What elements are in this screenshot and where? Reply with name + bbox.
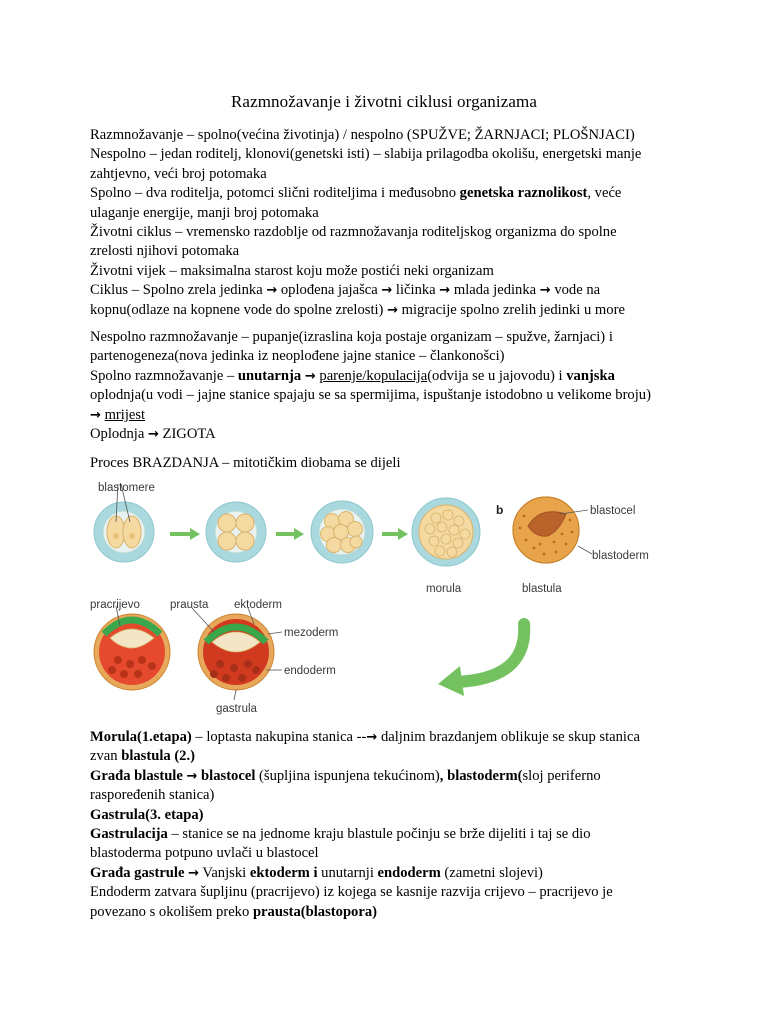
arrow-icon: → [539,283,551,299]
text-line: Razmnožavanje – spolno(većina životinja) / nespolno (SPUŽVE; ŽARNJACI; PLOŠNJACI) [90,127,635,143]
label-blastula: blastula [522,583,562,595]
intro-paragraph [90,126,690,320]
arrow-head-icon [294,528,304,540]
text-line: Gastrulacija – stanice se na jednome kraju blastule počinju se brže dijeliti i taj se dio [90,826,591,843]
text-line: Nespolno razmnožavanje – pupanje(izraslina koja postaje organizam – spužve, žarnjaci) i [90,329,613,345]
text-line: Gastrula(3. etapa) [90,806,204,823]
four-cell-stage [206,502,266,562]
text-line: Ciklus – Spolno zrela jedinka → oplođena jajašca → ličinka → mlada jedinka → vode na [90,282,601,299]
reproduction-paragraph [90,328,690,444]
page-title: Razmnožavanje i životni ciklusi organizama [230,92,537,111]
text-line: Oplodnja → ZIGOTA [90,426,216,443]
text-line: Građa gastrule → Vanjski ektoderm i unutarnji endoderm (zametni slojevi) [90,864,543,881]
text-line: Spolno – dva roditelja, potomci slični roditeljima i međusobno genetska raznolikost, veće [90,185,622,202]
text-line: → mrijest [90,406,146,423]
arrow-icon: → [387,302,398,318]
text-line: povezano s okolišem preko prausta(blastopora) [90,903,377,920]
text-line: kopnu(odlaze na kopnene vode do spolne zrelosti) → migracije spolno zrelih jedinki u more [90,301,625,318]
label-ektoderm: ektoderm [234,599,282,611]
label-mezoderm: mezoderm [284,627,339,639]
label-endoderm: endoderm [284,665,336,677]
arrow-icon: → [147,427,159,443]
arrow-icon: → [439,283,451,299]
cleavage-diagram [88,474,649,715]
text-line: ulaganje energije, manji broj potomaka [90,204,319,221]
text-line: Životni ciklus – vremensko razdoblje od razmnožavanja roditeljskog organizma do spolne [90,224,617,241]
arrow-icon: → [304,368,316,384]
label-prausta: prausta [170,599,209,611]
gastrula-early [94,606,170,690]
text-line: oplodnja(u vodi – jajne stanice spajaju se sa spermijima, ispuštanje istodobno u velikome broju) [90,387,651,404]
text-line: Endoderm zatvara šupljinu (pracrijevo) iz kojega se kasnije razvija crijevo – pracrijevo je [90,884,613,901]
arrow-icon: → [188,865,200,881]
eight-cell-stage [311,501,373,563]
arrow-icon: → [266,283,278,299]
text-line: Spolno razmnožavanje – unutarnja → parenje/kopulacija(odvija se u jajovodu) i vanjska [90,367,615,384]
label-blastomere: blastomere [98,482,155,494]
text-line: Proces BRAZDANJA – mitotičkim diobama se dijeli [90,455,401,471]
text-line: partenogeneza(nova jedinka iz neoplođene jajne stanice – člankonošci) [90,348,505,365]
text-line: zvan blastula (2.) [90,748,195,765]
arrow-head-icon [190,528,200,540]
text-line: zahtjevno, veći broj potomaka [90,165,267,182]
gastrula-late [192,608,282,700]
text-line: raspoređenih stanica) [90,787,215,804]
stages-paragraph [90,728,690,922]
text-line: Građa blastule → blastocel (šupljina ispunjena tekućinom), blastoderm(sloj periferno [90,767,601,784]
label-blastocel: blastocel [590,505,636,517]
arrow-icon: → [366,730,378,745]
arrow-icon: → [186,768,198,784]
label-pracrijevo: pracrijevo [90,599,140,611]
text-line: zrelosti njihovi potomaka [90,243,240,260]
text-line: Morula(1.etapa) – loptasta nakupina stanica --→ daljnim brazdanjem oblikuje se skup stanica [90,729,640,745]
arrow-head-icon [398,528,408,540]
curved-arrow-icon [456,624,524,682]
arrow-icon: → [90,407,101,423]
cleavage-heading [90,454,690,473]
label-b: b [496,503,504,517]
morula-stage [412,498,480,566]
blastula-stage [513,497,592,563]
label-gastrula: gastrula [216,703,257,715]
two-cell-stage [94,484,154,562]
label-blastoderm: blastoderm [592,550,649,562]
text-line: Nespolno – jedan roditelj, klonovi(genetski isti) – slabija prilagodba okolišu, energetski manje [90,146,642,163]
text-line: Životni vijek – maksimalna starost koju može postići neki organizam [90,262,494,279]
label-morula: morula [426,583,462,595]
arrow-icon: → [381,283,393,299]
text-line: blastoderma potpuno uvlači u blastocel [90,845,319,862]
arrow-head-icon [438,666,464,696]
